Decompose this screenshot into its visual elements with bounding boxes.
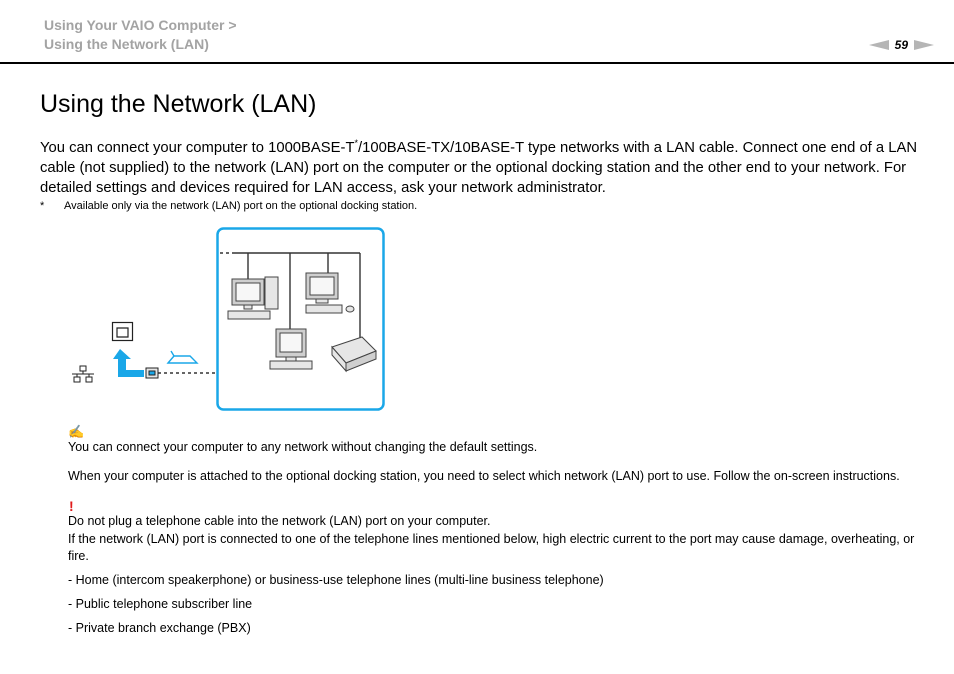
warning-icon: ! bbox=[69, 498, 74, 514]
lan-plug-icon bbox=[146, 368, 158, 378]
printer-icon bbox=[332, 337, 376, 371]
footnote-reference: * bbox=[354, 138, 358, 148]
header-divider bbox=[0, 62, 954, 64]
desktop-computer-icon bbox=[228, 277, 278, 319]
intro-text-start: You can connect your computer to 1000BASE-T bbox=[40, 139, 355, 156]
next-page-icon[interactable] bbox=[914, 39, 934, 51]
breadcrumb-parent: Using Your VAIO Computer > bbox=[44, 17, 237, 33]
footnote-text: Available only via the network (LAN) port on the optional docking station. bbox=[64, 200, 418, 212]
warning-text-1: Do not plug a telephone cable into the network (LAN) port on your computer. bbox=[68, 514, 491, 528]
page-navigation bbox=[869, 38, 934, 52]
intro-paragraph bbox=[40, 133, 920, 198]
footnote-marker: * bbox=[40, 200, 45, 212]
breadcrumb-current: Using the Network (LAN) bbox=[44, 36, 209, 52]
warning-text-2: If the network (LAN) port is connected to one of the telephone lines mentioned below, high electric current to the port may cause damage, overheating, or fire. bbox=[68, 532, 915, 563]
hint-text-2: When your computer is attached to the optional docking station, you need to select which network (LAN) port to use. Follow the on-screen instructions. bbox=[68, 469, 900, 483]
previous-page-icon[interactable] bbox=[869, 39, 889, 51]
desktop-computer-icon bbox=[270, 329, 312, 369]
intro-text-end: /100BASE-TX/10BASE-T type networks with a LAN cable. Connect one end of a LAN cable (not supplied) to the network (LAN) port on the computer or the optional docking station and the other end to your network. For detailed settings and devices required for LAN access, ask your network administrator. bbox=[40, 139, 918, 196]
bidirectional-arrow-icon bbox=[168, 351, 197, 363]
hint-text-1: You can connect your computer to any network without changing the default settings. bbox=[68, 440, 538, 454]
list-item: - Home (intercom speakerphone) or business-use telephone lines (multi-line business telephone) bbox=[68, 573, 604, 587]
network-symbol-icon bbox=[72, 366, 94, 382]
note-pencil-icon: ✍ bbox=[68, 424, 85, 439]
connection-arrow-icon bbox=[113, 349, 144, 377]
list-item: - Public telephone subscriber line bbox=[68, 597, 253, 611]
footnote bbox=[40, 200, 417, 212]
lan-connection-diagram bbox=[60, 225, 390, 413]
desktop-computer-icon bbox=[306, 273, 354, 313]
lan-port-icon bbox=[113, 323, 133, 341]
page-title: Using the Network (LAN) bbox=[40, 90, 317, 118]
list-item: - Private branch exchange (PBX) bbox=[68, 621, 251, 635]
page-number: 59 bbox=[894, 38, 908, 52]
